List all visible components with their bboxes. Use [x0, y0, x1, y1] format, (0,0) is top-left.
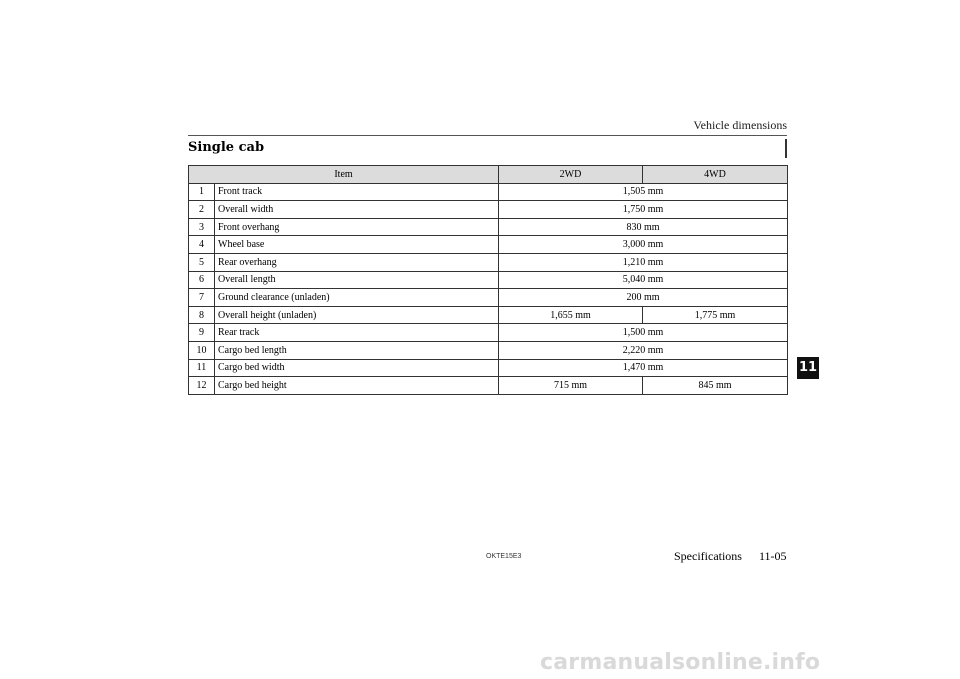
row-value: 1,500 mm [499, 324, 788, 342]
table-row [189, 253, 788, 271]
row-number: 6 [189, 271, 215, 289]
table-row [189, 341, 788, 359]
row-number: 10 [189, 341, 215, 359]
table-row [189, 218, 788, 236]
row-number: 5 [189, 253, 215, 271]
row-value: 830 mm [499, 218, 788, 236]
row-item: Cargo bed height [215, 377, 499, 395]
table-row [189, 289, 788, 307]
row-item: Rear track [215, 324, 499, 342]
table-row [189, 359, 788, 377]
row-value: 2,220 mm [499, 341, 788, 359]
row-value-2wd: 1,655 mm [499, 306, 643, 324]
row-item: Ground clearance (unladen) [215, 289, 499, 307]
row-value-4wd: 1,775 mm [643, 306, 788, 324]
row-value: 200 mm [499, 289, 788, 307]
header-4wd: 4WD [643, 166, 788, 184]
row-number: 8 [189, 306, 215, 324]
table-row [189, 306, 788, 324]
row-item: Wheel base [215, 236, 499, 254]
section-heading-bar [188, 139, 787, 158]
row-value: 1,470 mm [499, 359, 788, 377]
row-number: 7 [189, 289, 215, 307]
dimensions-table [188, 165, 788, 395]
row-item: Cargo bed width [215, 359, 499, 377]
row-number: 12 [189, 377, 215, 395]
table-row [189, 201, 788, 219]
row-value-2wd: 715 mm [499, 377, 643, 395]
header-2wd: 2WD [499, 166, 643, 184]
row-number: 9 [189, 324, 215, 342]
table-row [189, 324, 788, 342]
table-row [189, 183, 788, 201]
row-value-4wd: 845 mm [643, 377, 788, 395]
row-item: Rear overhang [215, 253, 499, 271]
row-item: Overall length [215, 271, 499, 289]
row-number: 3 [189, 218, 215, 236]
table-row [189, 236, 788, 254]
watermark: carmanualsonline.info [540, 650, 821, 675]
section-title: Single cab [188, 140, 265, 155]
row-number: 1 [189, 183, 215, 201]
table-row [189, 271, 788, 289]
row-item: Front track [215, 183, 499, 201]
row-item: Overall width [215, 201, 499, 219]
table-header-row [189, 166, 788, 184]
row-value: 3,000 mm [499, 236, 788, 254]
row-number: 4 [189, 236, 215, 254]
chapter-tab: 11 [797, 357, 819, 379]
page-header-title: Vehicle dimensions [693, 118, 787, 132]
row-number: 11 [189, 359, 215, 377]
document-code: OKTE15E3 [486, 553, 522, 560]
row-value: 1,210 mm [499, 253, 788, 271]
table-row [189, 377, 788, 395]
footer-page-number: 11-05 [759, 549, 787, 563]
row-value: 1,505 mm [499, 183, 788, 201]
header-item: Item [189, 166, 499, 184]
row-value: 5,040 mm [499, 271, 788, 289]
row-value: 1,750 mm [499, 201, 788, 219]
footer-section-name: Specifications [674, 549, 742, 563]
row-item: Overall height (unladen) [215, 306, 499, 324]
header-rule [188, 135, 787, 136]
row-item: Cargo bed length [215, 341, 499, 359]
row-number: 2 [189, 201, 215, 219]
row-item: Front overhang [215, 218, 499, 236]
